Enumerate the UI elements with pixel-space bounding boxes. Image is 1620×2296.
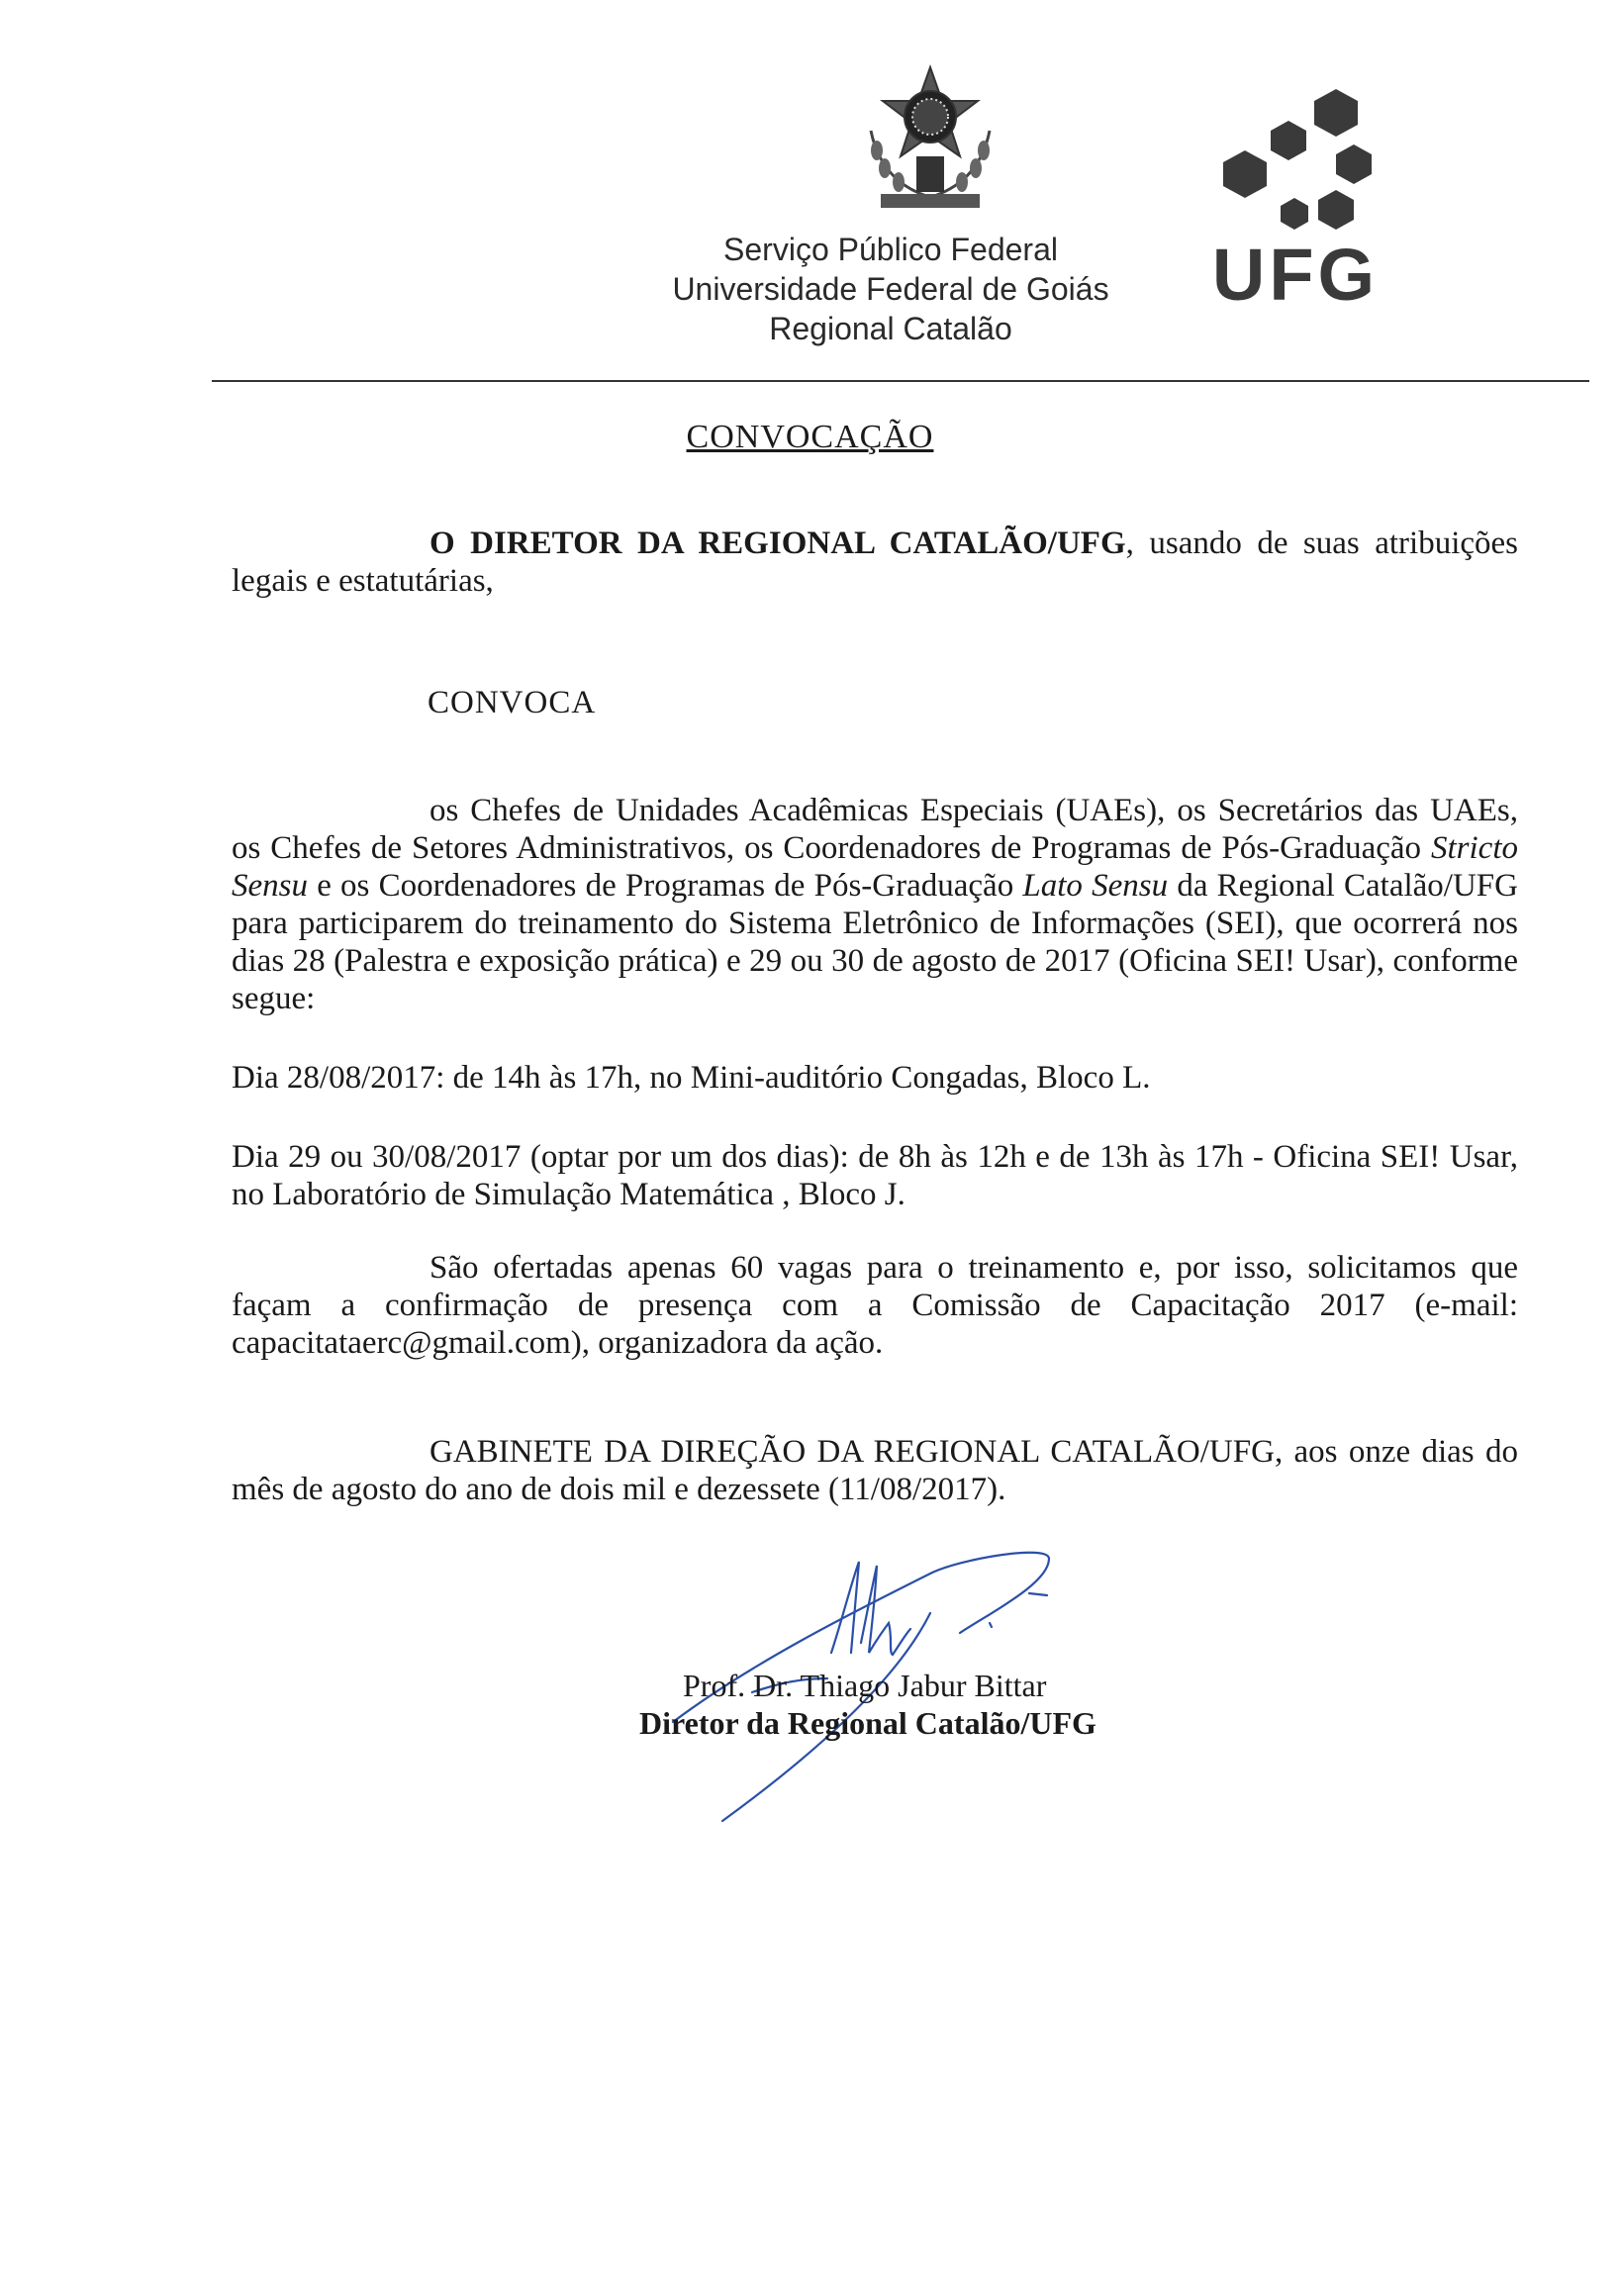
ufg-logo-text: UFG (1211, 234, 1380, 316)
p2-part3: da Regional Catalão/UFG para participarem do treinamento do Sistema Eletrônico de Informações (SEI), que ocorrerá nos dias 28 (Palestra e exposição prática) e 29 ou 30 de agosto de 2017 (Oficina SEI! Usar), conforme segue: (232, 868, 1518, 1016)
intro-paragraph (232, 525, 1518, 600)
convocation-paragraph (232, 792, 1518, 1017)
institution-header (633, 230, 1148, 348)
intro-bold: O DIRETOR DA REGIONAL CATALÃO/UFG (429, 526, 1126, 561)
p2-part1: os Chefes de Unidades Acadêmicas Especiais (UAEs), os Secretários das UAEs, os Chefes de Setores Administrativos, os Coordenadores de Programas de Pós-Graduação (232, 793, 1518, 866)
intro-rest: , usando de suas atribuições legais e estatutárias, (232, 526, 1519, 599)
p2-part2: e os Coordenadores de Programas de Pós-Graduação (308, 868, 1023, 904)
brazil-coat-of-arms-icon (851, 61, 1009, 220)
header-divider (212, 380, 1589, 382)
signatory-name: Prof. Dr. Thiago Jabur Bittar (683, 1668, 1047, 1703)
ufg-hexagons-logo-icon (1188, 81, 1385, 239)
signatory-role: Diretor da Regional Catalão/UFG (639, 1705, 1096, 1741)
document-title: CONVOCAÇÃO (686, 419, 934, 455)
p2-italic-stricto: Stricto Sensu (232, 830, 1518, 904)
closing-paragraph: GABINETE DA DIREÇÃO DA REGIONAL CATALÃO/UFG, aos onze dias do mês de agosto do ano de dois mil e dezessete (11/08/2017). (232, 1434, 1518, 1507)
schedule-day-29-30: Dia 29 ou 30/08/2017 (optar por um dos dias): de 8h às 12h e de 13h às 17h - Oficina SEI! Usar, no Laboratório de Simulação Matemática , Bloco J. (232, 1139, 1518, 1212)
vacancies-paragraph: São ofertadas apenas 60 vagas para o treinamento e, por isso, solicitamos que façam a confirmação de presença com a Comissão de Capacitação 2017 (e-mail: capacitataerc@gmail.com), organizadora da ação. (232, 1250, 1518, 1361)
p2-italic-lato: Lato Sensu (1022, 868, 1169, 904)
schedule-day-28: Dia 28/08/2017: de 14h às 17h, no Mini-auditório Congadas, Bloco L. (232, 1060, 1151, 1096)
header-line-regional: Regional Catalão (769, 311, 1012, 346)
header-line-university: Universidade Federal de Goiás (672, 271, 1109, 307)
header-line-service: Serviço Público Federal (723, 232, 1058, 267)
convoca-heading: CONVOCA (428, 685, 597, 720)
